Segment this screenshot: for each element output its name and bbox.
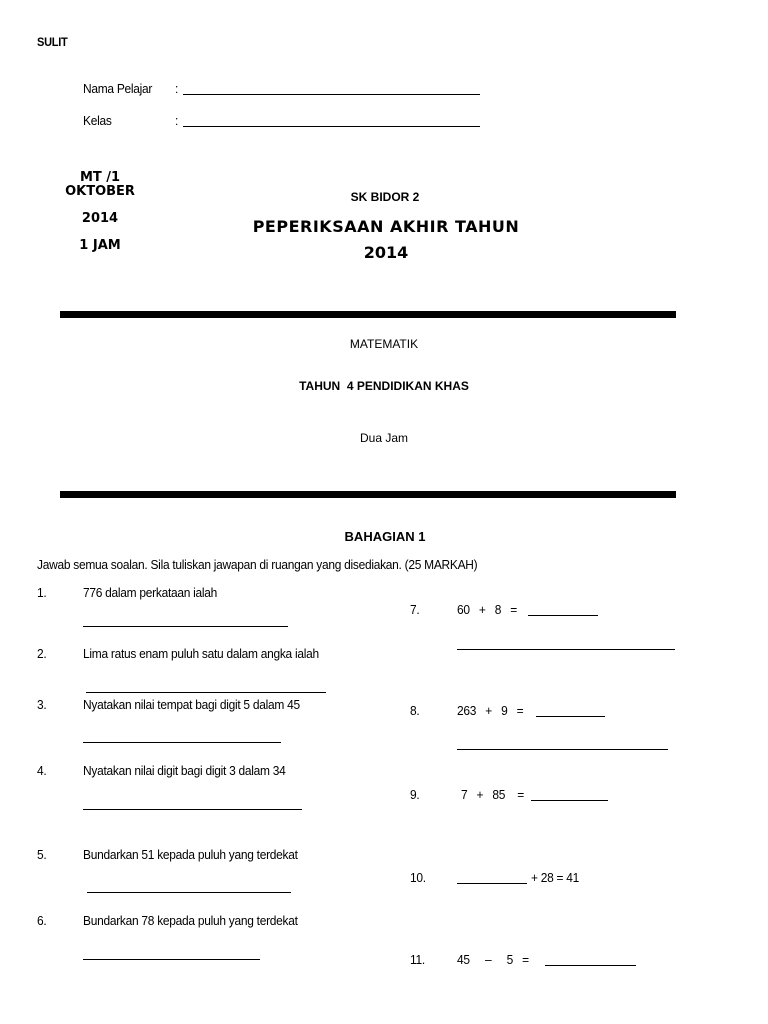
exam-month: OKTOBER	[65, 184, 135, 199]
exam-duration-small: 1 JAM	[79, 238, 121, 253]
question-text: Bundarkan 51 kepada puluh yang terdekat	[83, 847, 298, 862]
question-number: 5.	[37, 847, 47, 862]
question-number: 1.	[37, 585, 47, 600]
answer-line[interactable]	[87, 892, 291, 893]
question-number: 3.	[37, 697, 47, 712]
section-instruction: Jawab semua soalan. Sila tuliskan jawapan di ruangan yang disediakan. (25 MARKAH)	[37, 557, 478, 572]
school-name: SK BIDOR 2	[350, 190, 420, 204]
student-name-colon: :	[175, 81, 179, 96]
question-text: Nyatakan nilai tempat bagi digit 5 dalam 45	[83, 697, 300, 712]
answer-blank[interactable]	[545, 965, 636, 966]
working-line[interactable]	[457, 749, 668, 750]
question-number: 2.	[37, 646, 47, 661]
answer-blank[interactable]	[536, 716, 605, 717]
question-text: 776 dalam perkataan ialah	[83, 585, 218, 600]
question-number: 11.	[410, 952, 425, 967]
question-text: 263 + 9 =	[457, 703, 524, 718]
duration: Dua Jam	[359, 431, 409, 445]
question-text: Bundarkan 78 kepada puluh yang terdekat	[83, 913, 298, 928]
exam-title-year: 2014	[363, 243, 409, 262]
exam-year-small: 2014	[81, 211, 119, 226]
answer-line[interactable]	[83, 809, 302, 810]
subject: MATEMATIK	[349, 337, 419, 351]
section-title: BAHAGIAN 1	[344, 529, 426, 544]
question-number: 6.	[37, 913, 47, 928]
top-separator	[60, 311, 676, 318]
answer-blank[interactable]	[457, 883, 527, 884]
question-number: 9.	[410, 787, 420, 802]
question-number: 8.	[410, 703, 420, 718]
question-text: 7 + 85 =	[461, 787, 525, 802]
working-line[interactable]	[457, 649, 675, 650]
student-name-label: Nama Pelajar	[83, 81, 153, 96]
question-text: 45 – 5 =	[457, 952, 529, 967]
class-colon: :	[175, 113, 179, 128]
level: TAHUN 4 PENDIDIKAN KHAS	[299, 379, 469, 393]
question-text: Nyatakan nilai digit bagi digit 3 dalam 34	[83, 763, 286, 778]
exam-code: MT /1	[79, 170, 121, 185]
question-text: 60 + 8 =	[457, 602, 517, 617]
answer-line[interactable]	[83, 959, 260, 960]
answer-line[interactable]	[86, 692, 326, 693]
question-number: 7.	[410, 602, 420, 617]
student-name-field[interactable]	[183, 94, 480, 95]
confidential-label: SULIT	[37, 35, 68, 49]
bottom-separator	[60, 491, 676, 498]
answer-blank[interactable]	[531, 800, 608, 801]
answer-line[interactable]	[83, 626, 288, 627]
class-field[interactable]	[183, 126, 480, 127]
question-number: 4.	[37, 763, 47, 778]
answer-blank[interactable]	[528, 615, 598, 616]
exam-title: PEPERIKSAAN AKHIR TAHUN	[252, 217, 520, 236]
question-text: + 28 = 41	[531, 870, 580, 885]
class-label: Kelas	[83, 113, 112, 128]
answer-line[interactable]	[83, 742, 281, 743]
question-text: Lima ratus enam puluh satu dalam angka ialah	[83, 646, 319, 661]
question-number: 10.	[410, 870, 426, 885]
